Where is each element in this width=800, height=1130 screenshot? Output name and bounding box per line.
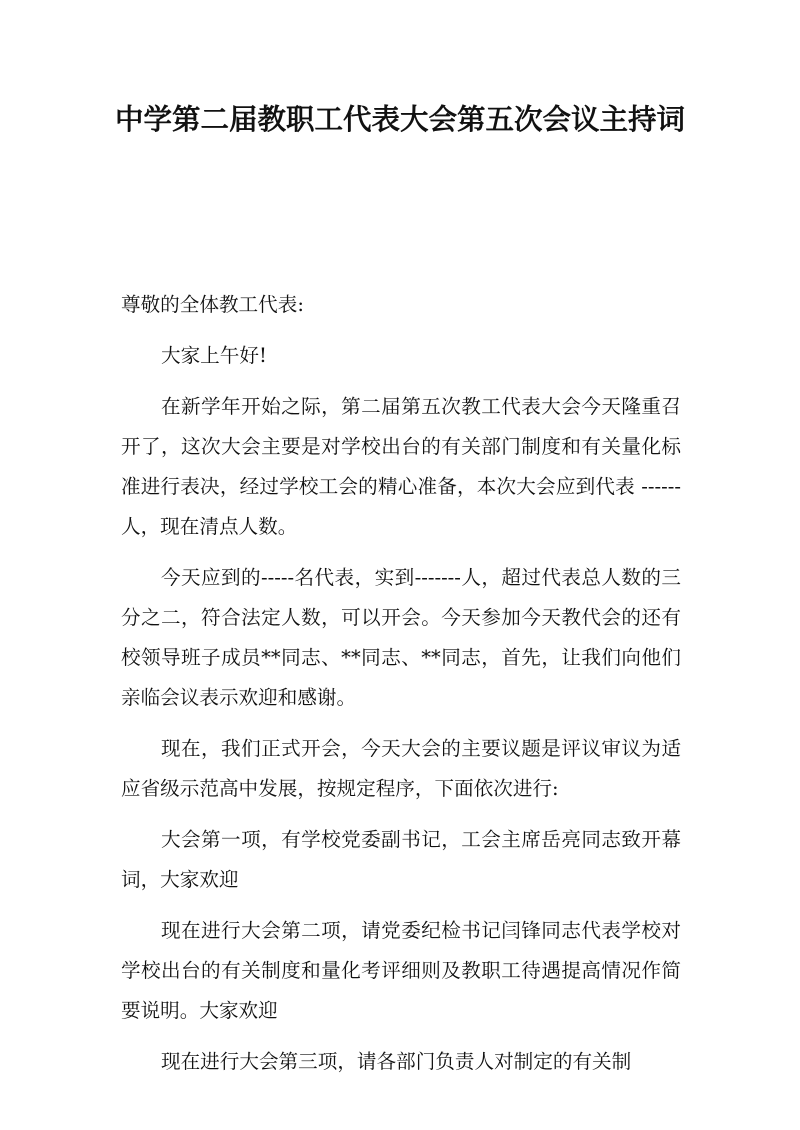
paragraph-item-one: 大会第一项，有学校党委副书记，工会主席岳亮同志致开幕词，大家欢迎 [121, 828, 681, 891]
salutation: 尊敬的全体教工代表: [121, 293, 304, 316]
paragraph-greeting: 大家上午好! [161, 344, 267, 367]
paragraph-attendance: 今天应到的-----名代表，实到-------人，超过代表总人数的三分之二，符合法定人数，可以开会。今天参加今天教代会的还有校领导班子成员**同志、**同志、**同志，首先，让我们向他们亲临会议表示欢迎和感谢。 [121, 566, 681, 709]
document-body [121, 285, 681, 1093]
paragraph-agenda: 现在，我们正式开会，今天大会的主要议题是评议审议为适应省级示范高中发展，按规定程序，下面依次进行: [121, 737, 681, 800]
paragraph-opening: 在新学年开始之际，第二届第五次教工代表大会今天隆重召开了，这次大会主要是对学校出台的有关部门制度和有关量化标准进行表决，经过学校工会的精心准备，本次大会应到代表 ------ 人，现在清点人数。 [121, 395, 681, 538]
paragraph-item-three: 现在进行大会第三项，请各部门负责人对制定的有关制 [161, 1050, 632, 1073]
paragraph-item-two: 现在进行大会第二项，请党委纪检书记闫锋同志代表学校对学校出台的有关制度和量化考评细则及教职工待遇提高情况作简要说明。大家欢迎 [121, 919, 681, 1022]
document-title: 中学第二届教职工代表大会第五次会议主持词 [114, 103, 685, 136]
